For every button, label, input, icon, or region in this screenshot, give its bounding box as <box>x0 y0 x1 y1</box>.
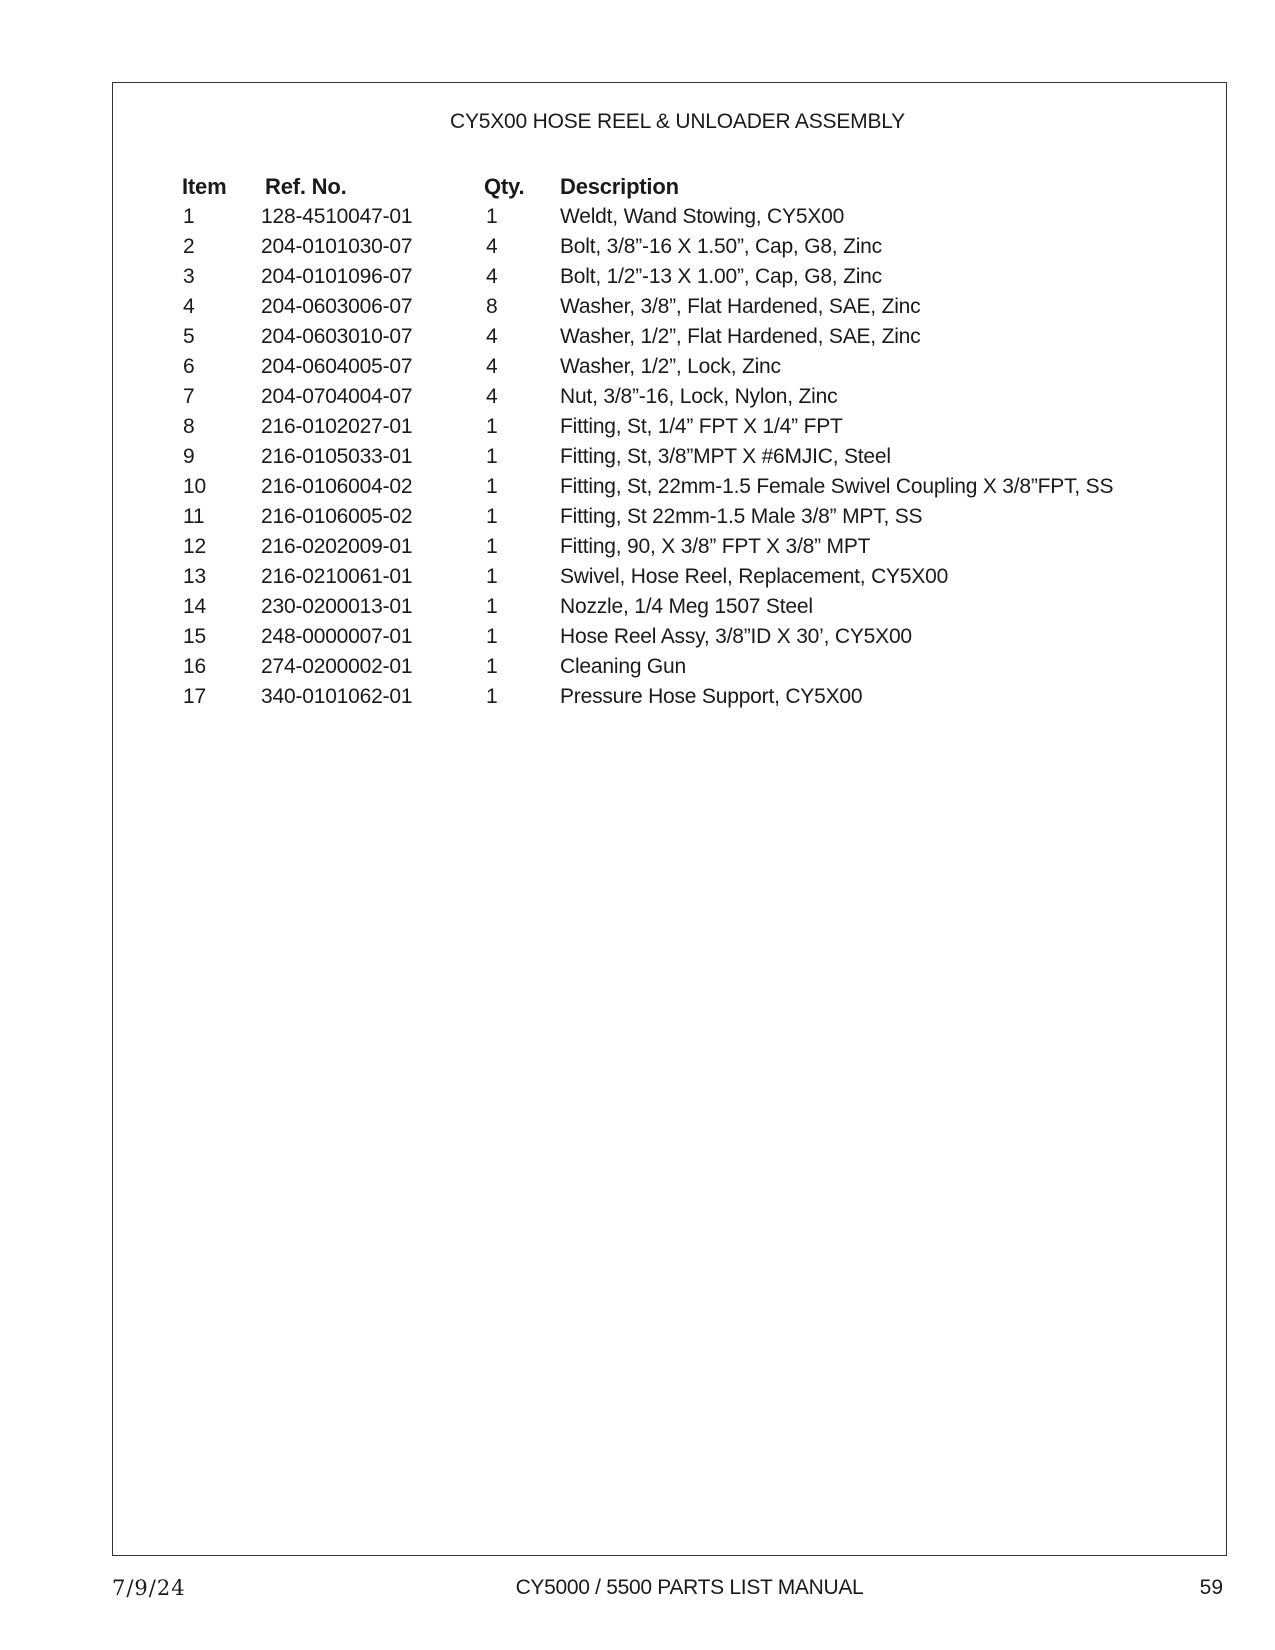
cell-qty: 4 <box>486 355 498 378</box>
table-row <box>0 592 1275 622</box>
cell-qty: 1 <box>486 475 498 498</box>
table-row <box>0 502 1275 532</box>
cell-item: 2 <box>183 235 195 258</box>
cell-item: 8 <box>183 415 195 438</box>
cell-description: Washer, 3/8”, Flat Hardened, SAE, Zinc <box>560 295 921 318</box>
header-item: Item <box>182 174 227 199</box>
cell-qty: 4 <box>486 265 498 288</box>
table-row <box>0 412 1275 442</box>
cell-qty: 4 <box>486 385 498 408</box>
table-row <box>0 232 1275 262</box>
cell-description: Bolt, 1/2”-13 X 1.00”, Cap, G8, Zinc <box>560 265 882 288</box>
cell-ref-no: 204-0101030-07 <box>261 235 413 258</box>
cell-qty: 1 <box>486 685 498 708</box>
cell-item: 4 <box>183 295 195 318</box>
table-row <box>0 652 1275 682</box>
cell-description: Nut, 3/8”-16, Lock, Nylon, Zinc <box>560 385 838 408</box>
cell-ref-no: 216-0106004-02 <box>261 475 413 498</box>
cell-description: Bolt, 3/8”-16 X 1.50”, Cap, G8, Zinc <box>560 235 882 258</box>
cell-qty: 1 <box>486 445 498 468</box>
header-ref-no: Ref. No. <box>265 174 347 199</box>
cell-ref-no: 204-0603006-07 <box>261 295 413 318</box>
cell-description: Fitting, St 22mm-1.5 Male 3/8” MPT, SS <box>560 505 923 528</box>
cell-item: 11 <box>183 505 205 528</box>
cell-description: Washer, 1/2”, Flat Hardened, SAE, Zinc <box>560 325 921 348</box>
cell-qty: 1 <box>486 625 498 648</box>
page-footer <box>0 1576 1275 1608</box>
table-row <box>0 442 1275 472</box>
cell-description: Fitting, 90, X 3/8” FPT X 3/8” MPT <box>560 535 871 558</box>
cell-ref-no: 204-0604005-07 <box>261 355 413 378</box>
cell-ref-no: 204-0704004-07 <box>261 385 413 408</box>
cell-item: 15 <box>183 625 206 648</box>
cell-description: Weldt, Wand Stowing, CY5X00 <box>560 205 845 228</box>
cell-ref-no: 204-0603010-07 <box>261 325 413 348</box>
cell-description: Fitting, St, 3/8”MPT X #6MJIC, Steel <box>560 445 891 468</box>
table-row <box>0 262 1275 292</box>
header-description: Description <box>560 174 679 199</box>
cell-ref-no: 274-0200002-01 <box>261 655 413 678</box>
cell-qty: 1 <box>486 415 498 438</box>
cell-description: Fitting, St, 1/4” FPT X 1/4” FPT <box>560 415 843 438</box>
cell-description: Fitting, St, 22mm-1.5 Female Swivel Coupling X 3/8”FPT, SS <box>560 475 1114 498</box>
cell-description: Cleaning Gun <box>560 655 687 678</box>
cell-item: 1 <box>183 205 195 228</box>
header-qty: Qty. <box>484 174 525 199</box>
cell-item: 12 <box>183 535 206 558</box>
document-title: CY5X00 HOSE REEL & UNLOADER ASSEMBLY <box>450 110 905 133</box>
footer-manual-title: CY5000 / 5500 PARTS LIST MANUAL <box>515 1576 864 1599</box>
cell-qty: 4 <box>486 325 498 348</box>
cell-ref-no: 216-0106005-02 <box>261 505 413 528</box>
cell-ref-no: 216-0105033-01 <box>261 445 413 468</box>
table-body <box>0 202 1275 712</box>
cell-qty: 1 <box>486 535 498 558</box>
cell-qty: 8 <box>486 295 498 318</box>
cell-qty: 1 <box>486 505 498 528</box>
cell-item: 17 <box>183 685 206 708</box>
table-row <box>0 352 1275 382</box>
cell-description: Hose Reel Assy, 3/8”ID X 30’, CY5X00 <box>560 625 912 648</box>
cell-ref-no: 128-4510047-01 <box>261 205 413 228</box>
table-row <box>0 562 1275 592</box>
cell-description: Nozzle, 1/4 Meg 1507 Steel <box>560 595 813 618</box>
cell-qty: 1 <box>486 565 498 588</box>
cell-item: 9 <box>183 445 195 468</box>
table-header <box>0 172 1275 202</box>
table-row <box>0 292 1275 322</box>
cell-ref-no: 230-0200013-01 <box>261 595 413 618</box>
table-row <box>0 202 1275 232</box>
cell-description: Pressure Hose Support, CY5X00 <box>560 685 863 708</box>
cell-qty: 1 <box>486 205 498 228</box>
table-row <box>0 532 1275 562</box>
cell-ref-no: 216-0202009-01 <box>261 535 413 558</box>
cell-qty: 4 <box>486 235 498 258</box>
cell-ref-no: 216-0210061-01 <box>261 565 413 588</box>
cell-item: 16 <box>183 655 206 678</box>
cell-item: 6 <box>183 355 195 378</box>
cell-item: 5 <box>183 325 195 348</box>
cell-item: 10 <box>183 475 206 498</box>
cell-item: 3 <box>183 265 195 288</box>
cell-ref-no: 248-0000007-01 <box>261 625 413 648</box>
page-number: 59 <box>1199 1576 1223 1599</box>
cell-description: Swivel, Hose Reel, Replacement, CY5X00 <box>560 565 949 588</box>
cell-ref-no: 340-0101062-01 <box>261 685 413 708</box>
cell-description: Washer, 1/2”, Lock, Zinc <box>560 355 781 378</box>
cell-qty: 1 <box>486 595 498 618</box>
table-row <box>0 682 1275 712</box>
cell-item: 14 <box>183 595 206 618</box>
table-row <box>0 322 1275 352</box>
parts-table <box>0 172 1275 712</box>
footer-date: 7/9/24 <box>112 1576 186 1600</box>
table-row <box>0 622 1275 652</box>
cell-ref-no: 204-0101096-07 <box>261 265 413 288</box>
table-row <box>0 382 1275 412</box>
cell-item: 13 <box>183 565 206 588</box>
cell-qty: 1 <box>486 655 498 678</box>
table-row <box>0 472 1275 502</box>
cell-ref-no: 216-0102027-01 <box>261 415 413 438</box>
cell-item: 7 <box>183 385 195 408</box>
